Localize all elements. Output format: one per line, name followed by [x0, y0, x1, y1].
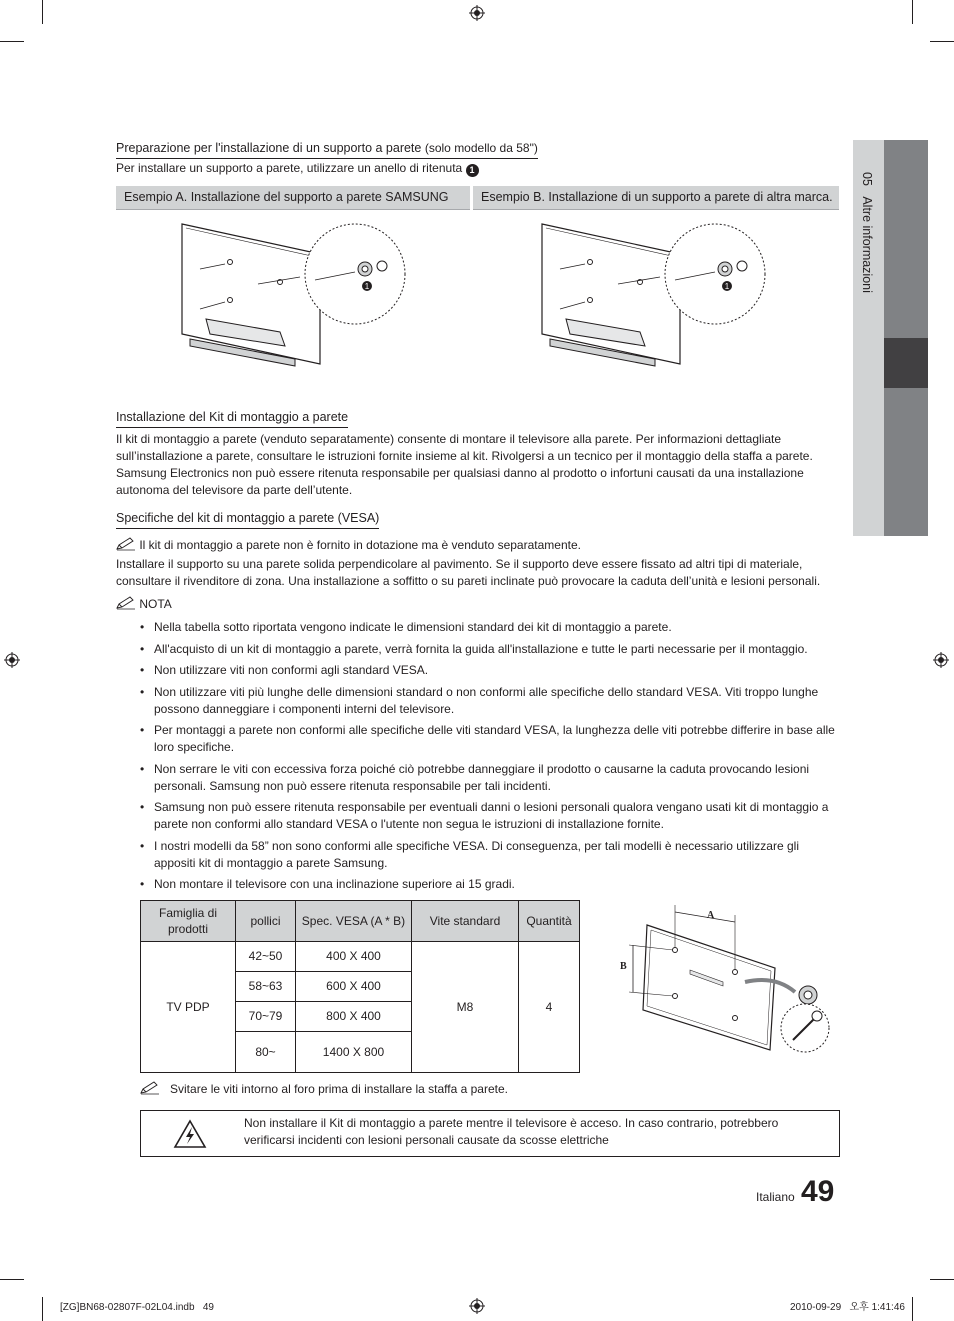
table-header: Vite standard [412, 901, 519, 942]
note-text: Svitare le viti intorno al foro prima di installare la staffa a parete. [170, 1082, 508, 1096]
crop-mark [930, 41, 954, 42]
instruction-text: Per installare un supporto a parete, utilizzare un anello di ritenuta [116, 161, 463, 175]
example-a-header: Esempio A. Installazione del supporto a parete SAMSUNG [116, 186, 470, 210]
table-cell: 400 X 400 [296, 942, 412, 972]
tv-rear-illustration-a [170, 214, 415, 384]
callout-1-label: 1 [364, 282, 370, 291]
list-item: • Samsung non può essere ritenuta responsabile per eventuali danni o lesioni personali qualora vengano usati kit di montaggio a parete non conformi allo standard VESA o l'utente non segua le istruzioni di installazione fornite. [116, 799, 840, 833]
note-text: Il kit di montaggio a parete non è fornito in dotazione ma è venduto separatamente. [139, 538, 581, 552]
section-title-text: Preparazione per l'installazione di un supporto a parete [116, 141, 422, 155]
table-header: pollici [236, 901, 296, 942]
example-b-header: Esempio B. Installazione di un supporto a parete di altra marca. [473, 186, 839, 210]
list-item: • Nella tabella sotto riportata vengono indicate le dimensioni standard dei kit di montaggio a parete. [116, 619, 840, 636]
table-cell: 600 X 400 [296, 972, 412, 1002]
table-cell: 58~63 [236, 972, 296, 1002]
page-number: 49 [801, 1175, 835, 1208]
callout-1-badge: 1 [466, 164, 479, 177]
note-pencil-icon [140, 1081, 160, 1095]
list-item: • Per montaggi a parete non conformi alle specifiche delle viti standard VESA, la lunghezza delle viti potrebbe differire in base alle loro specifiche. [116, 722, 840, 756]
table-cell: 42~50 [236, 942, 296, 972]
chapter-title: Altre informazioni [860, 196, 874, 293]
registration-mark-icon [469, 1298, 485, 1314]
vesa-spec-table [140, 900, 580, 1073]
note-kit-not-included [116, 537, 840, 554]
chapter-side-tab-marker [884, 338, 928, 388]
list-item: • Non utilizzare viti non conformi agli standard VESA. [116, 662, 840, 679]
tv-rear-illustration-b [530, 214, 775, 384]
chapter-number: 05 [860, 172, 874, 186]
electric-shock-warning-box [140, 1110, 840, 1157]
note-pencil-icon [116, 537, 136, 551]
table-row [141, 942, 580, 972]
electric-shock-warning-icon [173, 1119, 207, 1149]
table-cell: 80~ [236, 1032, 296, 1073]
list-item: • I nostri modelli da 58” non sono conformi alle specifiche VESA. Di conseguenza, per tali modelli è necessario utilizzare gli appositi kit di montaggio a parete Samsung. [116, 838, 840, 872]
table-cell: 70~79 [236, 1002, 296, 1032]
print-slug-datetime: 2010-09-29 오후 1:41:46 [790, 1302, 905, 1313]
crop-mark [42, 1297, 43, 1321]
registration-mark-icon [4, 652, 20, 668]
warning-text: Non installare il Kit di montaggio a parete mentre il televisore è acceso. In caso contrario, potrebbero verificarsi incidenti con lesioni personali causate da scosse elettriche [244, 1116, 779, 1147]
vesa-dimension-diagram [615, 900, 840, 1060]
section-title-vesa-specs: Specifiche del kit di montaggio a parete (VESA) [116, 510, 379, 529]
print-slug-file: [ZG]BN68-02807F-02L04.indb 49 [60, 1302, 214, 1313]
table-header: Spec. VESA (A * B) [296, 901, 412, 942]
note-pencil-icon [116, 596, 136, 610]
table-cell-family: TV PDP [141, 942, 236, 1073]
table-cell-screw: M8 [412, 942, 519, 1073]
registration-mark-icon [469, 5, 485, 21]
crop-mark [42, 0, 43, 24]
note-header [116, 596, 172, 613]
section-title-wall-mount-kit: Installazione del Kit di montaggio a parete [116, 409, 348, 428]
table-cell: 1400 X 800 [296, 1032, 412, 1073]
crop-mark [0, 41, 24, 42]
table-header: Quantità [519, 901, 580, 942]
note-bullet-list [116, 619, 840, 898]
note-label: NOTA [139, 597, 172, 611]
dimension-b-label: B [620, 961, 627, 972]
registration-mark-icon [933, 652, 949, 668]
dimension-a-label: A [707, 910, 715, 921]
crop-mark [912, 1297, 913, 1321]
table-header-row [141, 901, 580, 942]
note-unscrew-screws [140, 1081, 508, 1098]
crop-mark [930, 1279, 954, 1280]
section-title-wall-mount-prep [116, 140, 538, 159]
crop-mark [0, 1279, 24, 1280]
list-item: • Non serrare le viti con eccessiva forza poiché ciò potrebbe danneggiare il prodotto o causarne la caduta provocando lesioni personali. Samsung non può essere ritenuta responsabile per tali incidenti. [116, 761, 840, 795]
table-cell: 800 X 400 [296, 1002, 412, 1032]
section-title-note: (solo modello da 58") [424, 141, 538, 155]
table-header: Famiglia di prodotti [141, 901, 236, 942]
callout-1-label: 1 [724, 282, 730, 291]
vesa-install-paragraph: Installare il supporto su una parete solida perpendicolare al pavimento. Se il supporto deve essere fissato ad altri tipi di materiale, consultare il rivenditore di zona. Una installazione a soffitto o su pareti inclinate può provocare la caduta dell’unità e lesioni personali. [116, 557, 821, 588]
wall-mount-kit-paragraph: Il kit di montaggio a parete (venduto separatamente) consente di montare il televisore alla parete. Per informazioni dettagliate sull’installazione a parete, consultare le istruzioni fornite insieme al kit. Rivolgersi a un tecnico per il montaggio della staffa a parete. Samsung Electronics non può essere ritenuta responsabile per qualsiasi danno al prodotto o infortuni causati da una installazione autonoma del televisore da parte dell’utente. [116, 432, 813, 497]
chapter-side-label [858, 172, 875, 293]
table-cell-quantity: 4 [519, 942, 580, 1073]
list-item: • Non utilizzare viti più lunghe delle dimensioni standard o non conformi alle specifiche dello standard VESA. Viti troppo lunghe possono danneggiare i componenti interni del televisore. [116, 684, 840, 718]
footer-language: Italiano [756, 1190, 795, 1204]
list-item: • Non montare il televisore con una inclinazione superiore ai 15 gradi. [116, 876, 840, 893]
list-item: • All'acquisto di un kit di montaggio a parete, verrà fornita la guida all'installazione e tutte le parti necessarie per il montaggio. [116, 641, 840, 658]
retaining-ring-instruction [116, 160, 479, 177]
crop-mark [912, 0, 913, 24]
